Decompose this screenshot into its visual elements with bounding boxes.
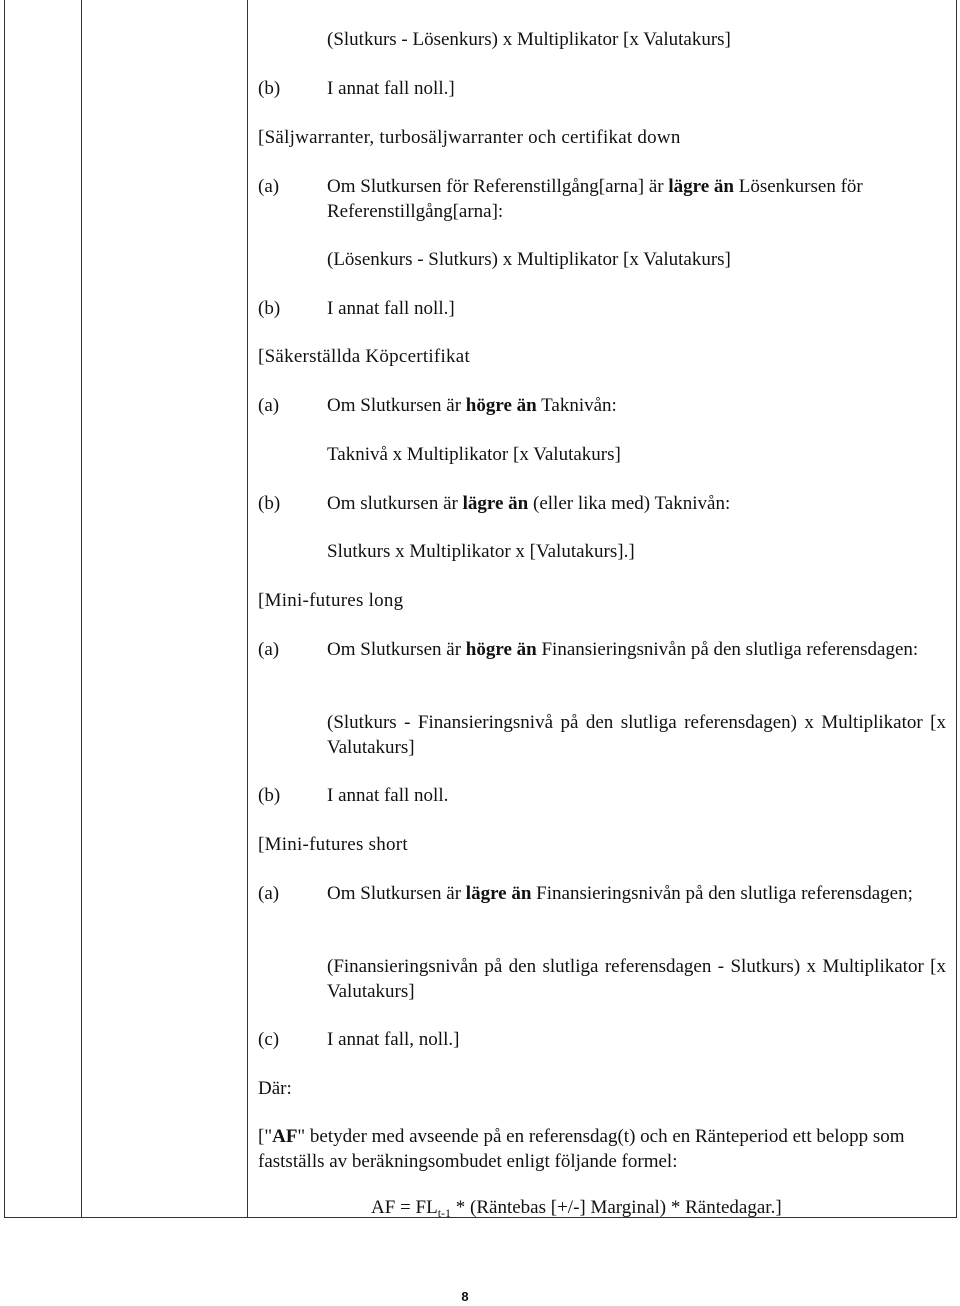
page-number: 8: [461, 1289, 469, 1304]
table-column-divider-2: [247, 0, 248, 1217]
table-column-divider-1: [81, 0, 82, 1217]
